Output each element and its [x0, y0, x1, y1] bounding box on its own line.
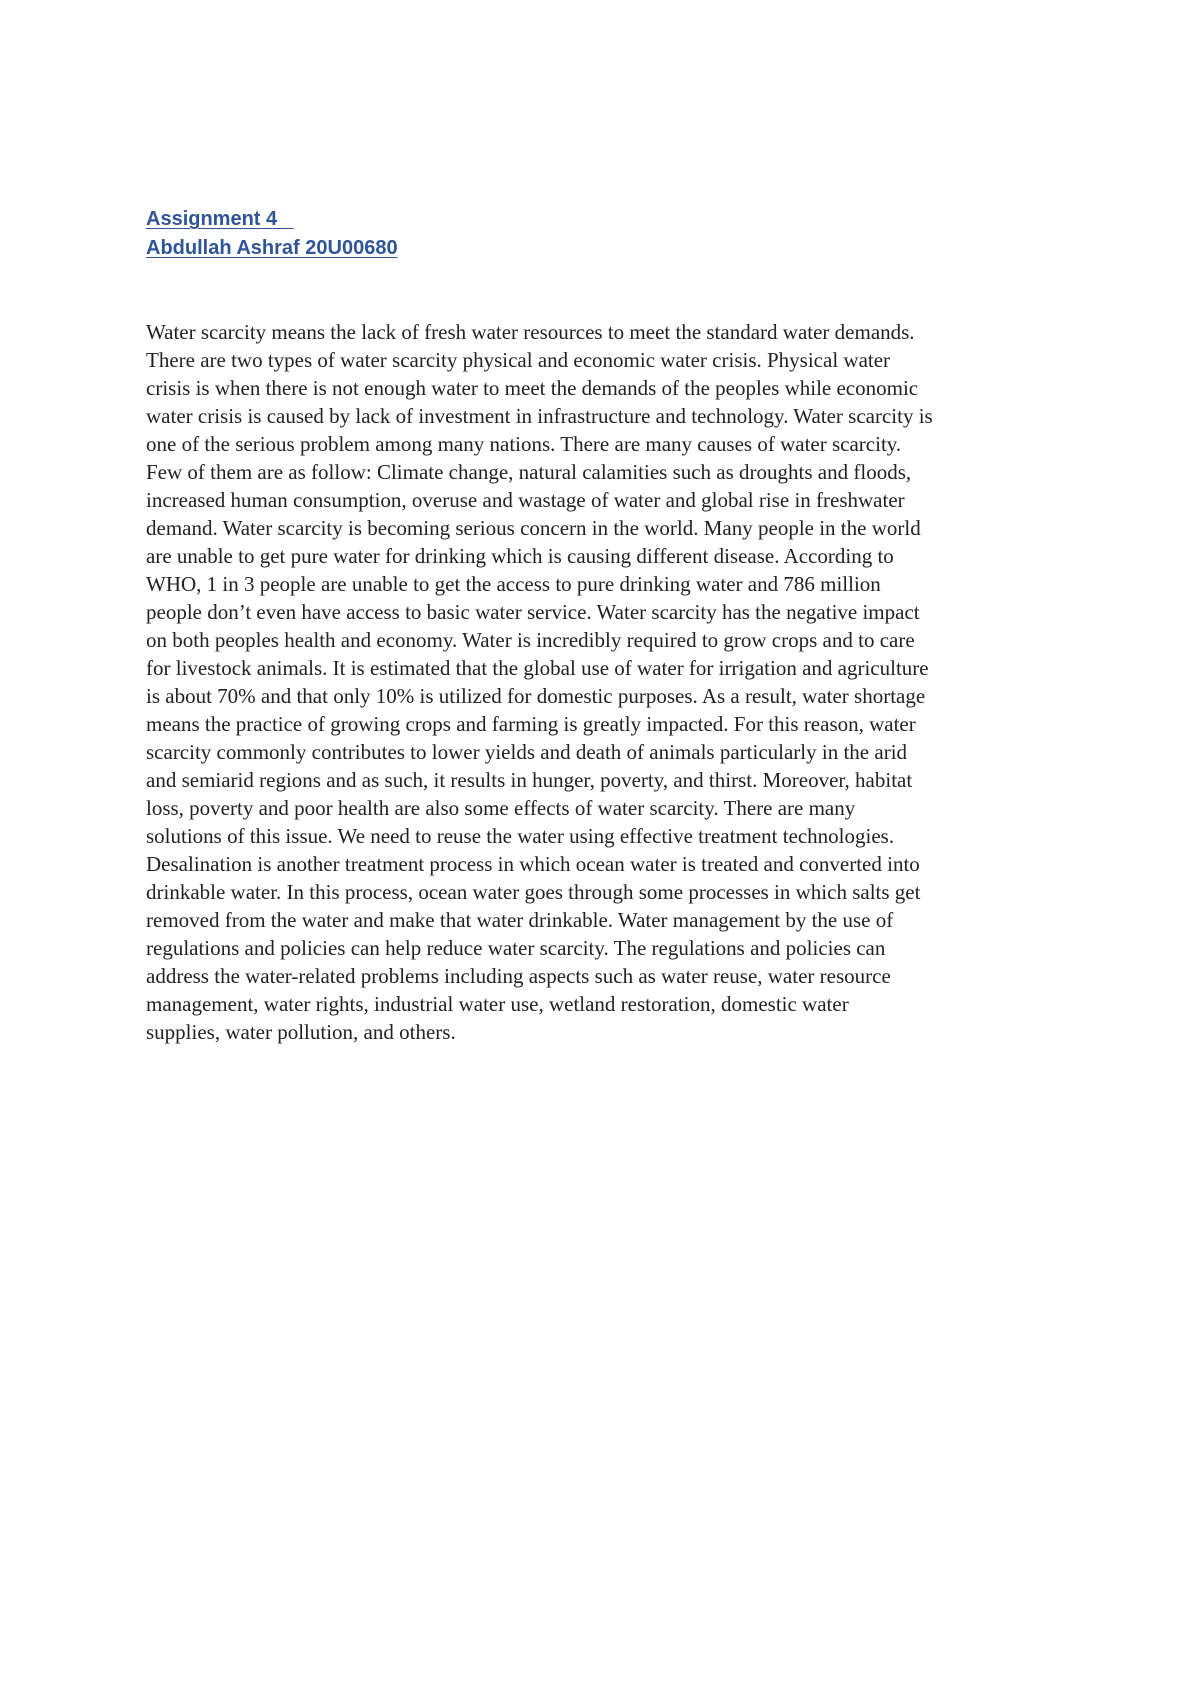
paragraph-line: increased human consumption, overuse and wastage of water and global rise in freshwater	[146, 488, 905, 512]
paragraph-line: regulations and policies can help reduce water scarcity. The regulations and policies can	[146, 936, 886, 960]
paragraph-line: drinkable water. In this process, ocean water goes through some processes in which salts get	[146, 880, 921, 904]
paragraph-line: Desalination is another treatment process in which ocean water is treated and converted into	[146, 852, 920, 876]
paragraph-line: and semiarid regions and as such, it results in hunger, poverty, and thirst. Moreover, habitat	[146, 768, 913, 792]
paragraph-line: are unable to get pure water for drinking which is causing different disease. According to	[146, 544, 894, 568]
paragraph-line: Few of them are as follow: Climate change, natural calamities such as droughts and floods,	[146, 460, 912, 484]
paragraph-line: water crisis is caused by lack of investment in infrastructure and technology. Water scarcity is	[146, 404, 933, 428]
paragraph-line: supplies, water pollution, and others.	[146, 1020, 456, 1044]
essay-paragraph	[146, 318, 1076, 1046]
assignment-title: Assignment 4	[146, 208, 294, 230]
paragraph-line: one of the serious problem among many nations. There are many causes of water scarcity.	[146, 432, 902, 456]
paragraph-line: means the practice of growing crops and farming is greatly impacted. For this reason, water	[146, 712, 916, 736]
paragraph-line: people don’t even have access to basic water service. Water scarcity has the negative impact	[146, 600, 920, 624]
paragraph-line: is about 70% and that only 10% is utilized for domestic purposes. As a result, water shortage	[146, 684, 926, 708]
paragraph-line: address the water-related problems including aspects such as water reuse, water resource	[146, 964, 891, 988]
author-line: Abdullah Ashraf 20U00680	[146, 237, 398, 259]
paragraph-line: management, water rights, industrial water use, wetland restoration, domestic water	[146, 992, 849, 1016]
paragraph-line: on both peoples health and economy. Water is incredibly required to grow crops and to care	[146, 628, 915, 652]
paragraph-line: There are two types of water scarcity physical and economic water crisis. Physical water	[146, 348, 891, 372]
paragraph-line: Water scarcity means the lack of fresh water resources to meet the standard water demands.	[146, 320, 915, 344]
paragraph-line: for livestock animals. It is estimated that the global use of water for irrigation and agriculture	[146, 656, 929, 680]
paragraph-line: removed from the water and make that water drinkable. Water management by the use of	[146, 908, 894, 932]
paragraph-line: solutions of this issue. We need to reuse the water using effective treatment technologies.	[146, 824, 895, 848]
paragraph-line: scarcity commonly contributes to lower yields and death of animals particularly in the arid	[146, 740, 908, 764]
paragraph-line: crisis is when there is not enough water to meet the demands of the peoples while economic	[146, 376, 919, 400]
paragraph-line: loss, poverty and poor health are also some effects of water scarcity. There are many	[146, 796, 856, 820]
paragraph-line: demand. Water scarcity is becoming serious concern in the world. Many people in the world	[146, 516, 921, 540]
paragraph-line: WHO, 1 in 3 people are unable to get the access to pure drinking water and 786 million	[146, 572, 881, 596]
